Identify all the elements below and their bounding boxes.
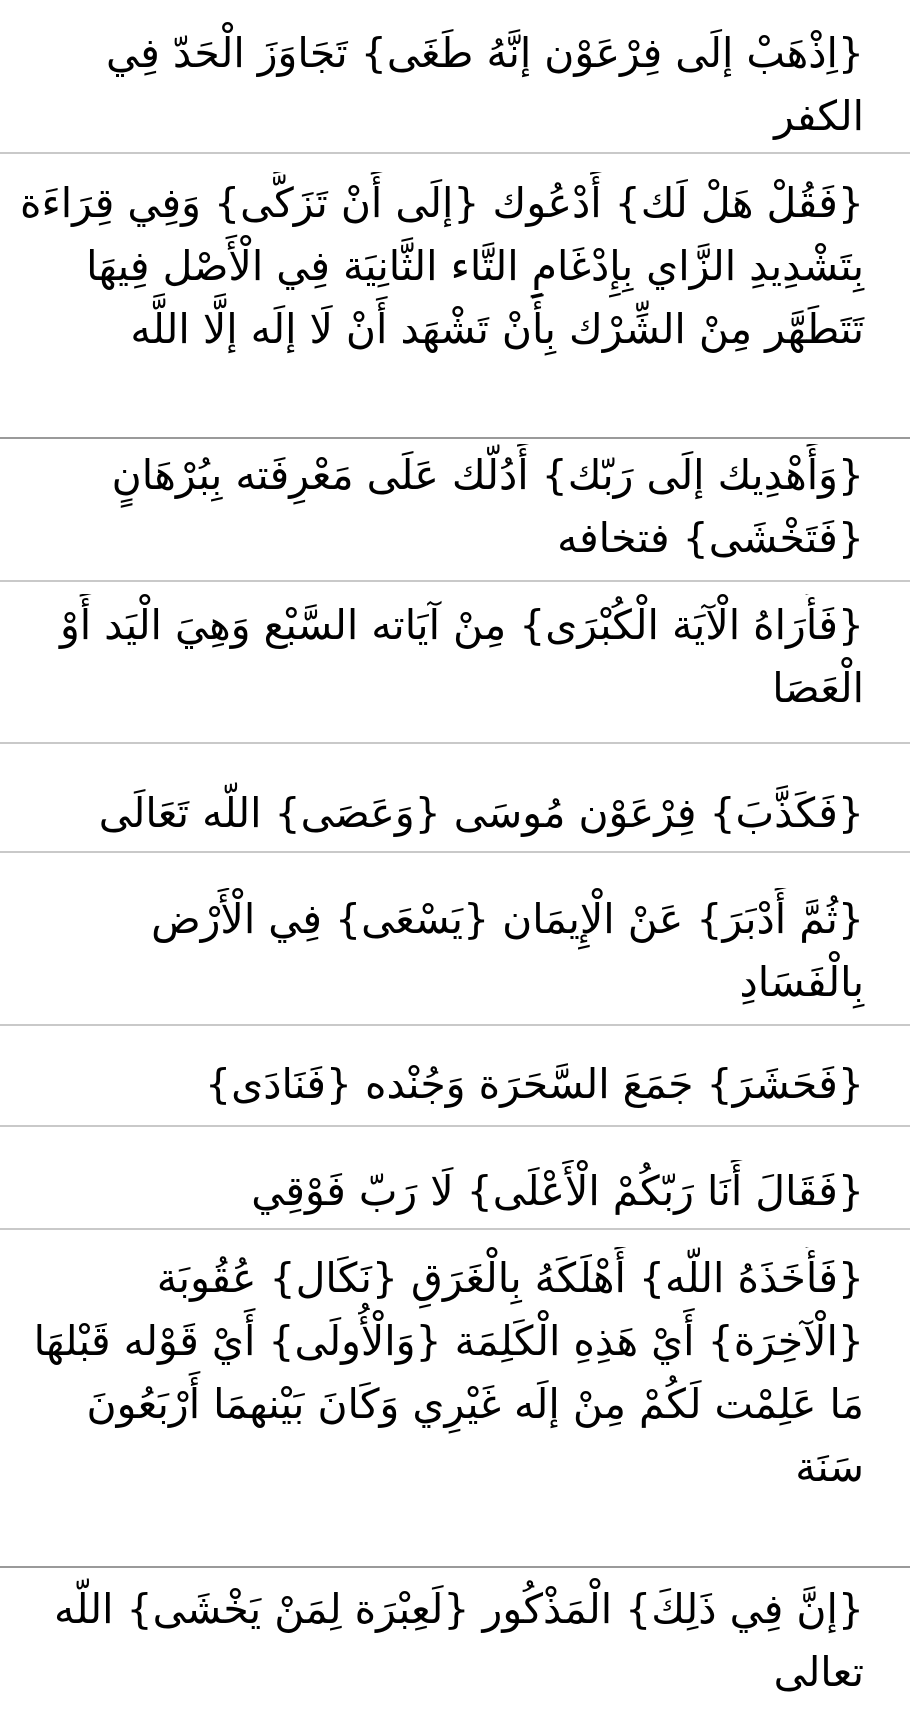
verse-entry-8: {فَقَالَ أَنَا رَبّكُمْ الْأَعْلَى} لَا رَبّ فَوْقِي [251, 1167, 864, 1215]
divider [0, 437, 910, 439]
divider [0, 152, 910, 154]
divider [0, 580, 910, 582]
verse-entry-3: {وَأَهْدِيك إلَى رَبّك} أَدُلّك عَلَى مَعْرِفَته بِبُرْهَانٍ {فَتَخْشَى} فتخافه [111, 451, 864, 562]
verse-entry-10: {إنَّ فِي ذَلِكَ} الْمَذْكُور {لَعِبْرَة لِمَنْ يَخْشَى} اللَّه تعالى [54, 1585, 864, 1696]
verse-entry-7: {فَحَشَرَ} جَمَعَ السَّحَرَة وَجُنْده {فَنَادَى} [205, 1060, 864, 1108]
divider [0, 742, 910, 744]
verse-entry-1: {اِذْهَبْ إلَى فِرْعَوْن إنَّهُ طَغَى} تَجَاوَزَ الْحَدّ فِي الكفر [106, 29, 864, 140]
verse-entry-6: {ثُمَّ أَدْبَرَ} عَنْ الْإِيمَان {يَسْعَى} فِي الْأَرْض بِالْفَسَادِ [151, 895, 864, 1006]
divider [0, 1024, 910, 1026]
verse-entry-5: {فَكَذَّبَ} فِرْعَوْن مُوسَى {وَعَصَى} اللَّه تَعَالَى [98, 789, 864, 837]
divider [0, 1228, 910, 1230]
verse-entry-4: {فَأَرَاهُ الْآيَة الْكُبْرَى} مِنْ آيَاته السَّبْع وَهِيَ الْيَد أَوْ الْعَصَا [59, 601, 864, 712]
verse-entry-2: {فَقُلْ هَلْ لَك} أَدْعُوك {إلَى أَنْ تَزَكَّى} وَفِي قِرَاءَة بِتَشْدِيدِ الزَّاي بِإِدْغَامِ التَّاء الثَّانِيَة فِي الْأَصْل فِيهَا تَتَطَهَّر مِنْ الشِّرْك بِأَنْ تَشْهَد أَنْ لَا إلَه إلَّا اللَّه [19, 179, 864, 353]
divider [0, 851, 910, 853]
verse-entry-9: {فَأَخَذَهُ اللَّه} أَهْلَكَهُ بِالْغَرَقِ {نَكَال} عُقُوبَة {الْآخِرَة} أَيْ هَذِهِ الْكَلِمَة {وَالْأُولَى} أَيْ قَوْله قَبْلهَا مَا عَلِمْت لَكُمْ مِنْ إلَه غَيْرِي وَكَانَ بَيْنهمَا أَرْبَعُونَ سَنَة [33, 1254, 864, 1491]
divider [0, 1125, 910, 1127]
divider [0, 1566, 910, 1568]
